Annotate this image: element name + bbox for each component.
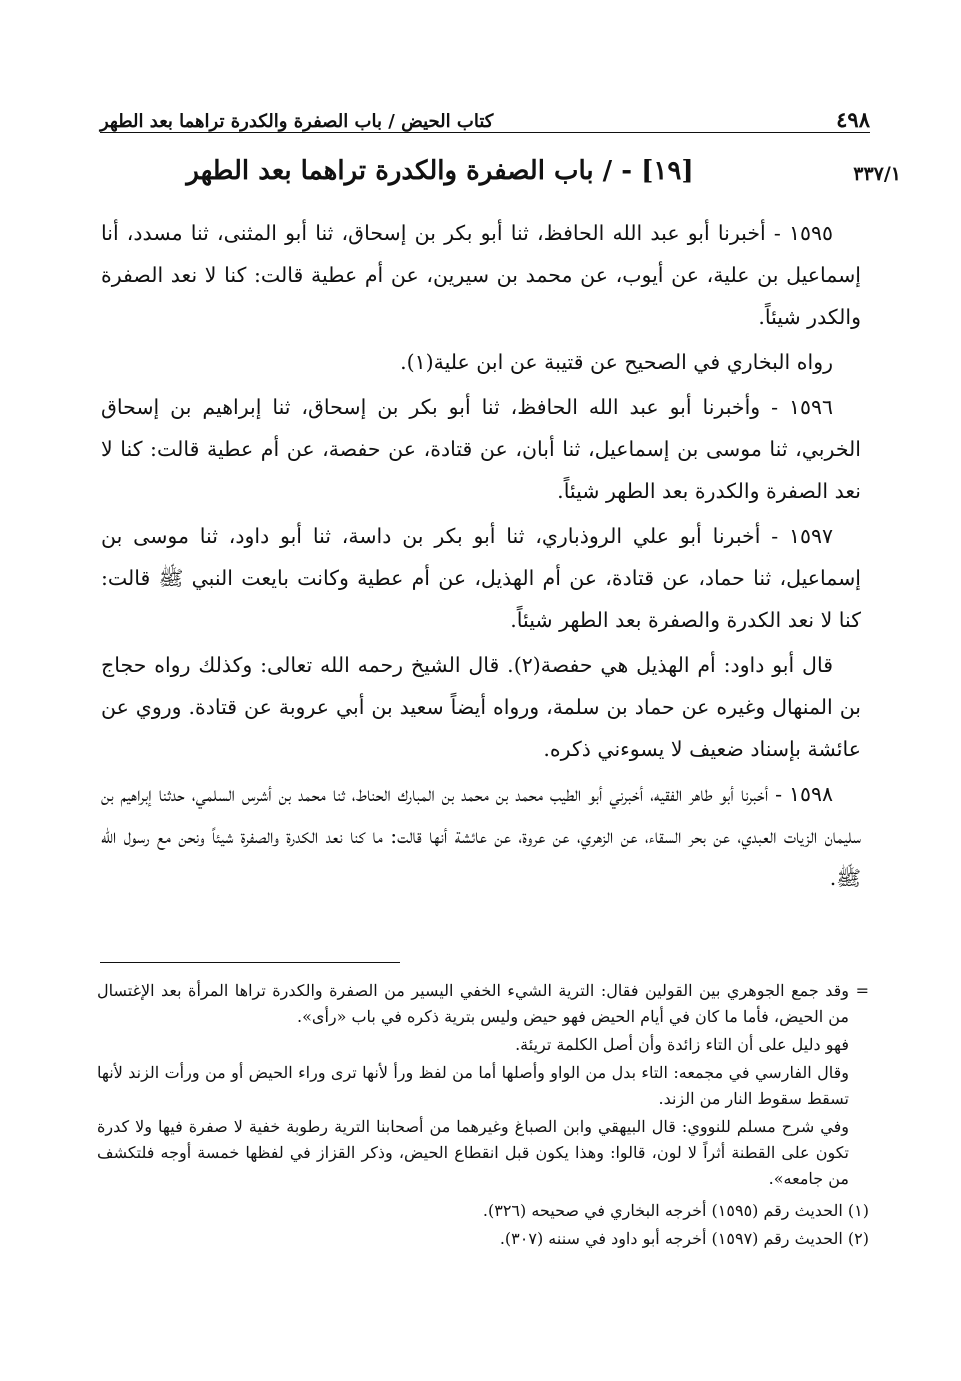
hadith-1595: ١٥٩٥ - أخبرنا أبو عبد الله الحافظ، ثنا أبو بكر بن إسحاق، ثنا أبو المثنى، ثنا مسدد، أنا إسماعيل بن علية، عن أيوب، عن محمد بن سيرين، عن أم عطية قالت: كنا لا نعد الصفرة والكدر شيئاً. (101, 221, 861, 329)
continuation-mark: = (855, 981, 869, 1000)
footnote-continuation-text: فهو دليل على أن التاء زائدة وأن أصل الكلمة تريئة. (515, 1035, 849, 1054)
section-reference: ٣٣٧/١ (853, 163, 901, 185)
narration-note-2: قال أبو داود: أم الهذيل هي حفصة(٢). قال الشيخ رحمه الله تعالى: وكذلك رواه حجاج بن المنهال وغيره عن حماد بن سلمة، ورواه أيضاً سعيد بن أبي عروبة عن قتادة. وروي عن عائشة بإسناد ضعيف لا يسوءني ذكره. (101, 653, 861, 761)
footnote-divider (100, 962, 400, 963)
page-number: ٤٩٨ (836, 107, 870, 132)
narration-note-1: رواه البخاري في الصحيح عن قتيبة عن ابن علية(١). (400, 350, 833, 374)
footnotes (97, 978, 869, 1254)
hadith-1597: ١٥٩٧ - أخبرنا أبو علي الروذباري، ثنا أبو بكر بن داسة، ثنا أبو داود، ثنا موسى بن إسماعيل، ثنا حماد، عن قتادة، عن أم الهذيل، عن أم عطية وكانت بايعت النبي ﷺ قالت: كنا لا نعد الكدرة والصفرة بعد الطهر شيئاً. (101, 524, 861, 632)
hadith-1596: ١٥٩٦ - وأخبرنا أبو عبد الله الحافظ، ثنا أبو بكر بن إسحاق، ثنا إبراهيم بن إسحاق الخربي، ثنا موسى بن إسماعيل، ثنا أبان، عن قتادة، عن حفصة، عن أم عطية قالت: كنا لا نعد الصفرة والكدرة بعد الطهر شيئاً. (101, 395, 861, 503)
chapter-title: [١٩] - / باب الصفرة والكدرة تراهما بعد الطهر (186, 156, 694, 186)
footnote-continuation-text: وقال الفارسي في مجمعه: التاء بدل من الواو وأصلها أما من لفظ ورأ لأنها ترى وراء الحيض أو من ورأت الزند لأنها تسقط سقوط النار من الزند. (97, 1063, 849, 1108)
footnote-continuation-text: وقد جمع الجوهري بين القولين فقال: الترية الشيء الخفي اليسير من الصفرة والكدرة تراها المرأة بعد الإغتسال من الحيض، فأما ما كان في أيام الحيض فهو حيض وليس بترية ذكره في باب «رأى». (97, 981, 849, 1026)
footnote-1: (١) الحديث رقم (١٥٩٥) أخرجه البخاري في صحيحه (٣٢٦). (482, 1201, 869, 1220)
hadith-1598: ١٥٩٨ - أخبرنا أبو طاهر الفقيه، أخبرني أبو الطيب محمد بن محمد بن المبارك الحناط، ثنا محمد بن أشرس السلمي، حدثنا إبراهيم بن سليمان الزيات العبدي، عن بحر السقاء، عن الزهري، عن عروة، عن عائشة أنها قالت: ما كنا نعد الكدرة والصفرة شيئاً ونحن مع رسول الله ﷺ. (101, 782, 861, 890)
running-header (100, 98, 870, 133)
footnote-2: (٢) الحديث رقم (١٥٩٧) أخرجه أبو داود في سننه (٣٠٧). (499, 1229, 869, 1248)
footnote-continuation (97, 1060, 869, 1112)
footnote-continuation (97, 978, 869, 1030)
footnote-continuation (97, 1032, 869, 1058)
running-title: كتاب الحيض / باب الصفرة والكدرة تراهما بعد الطهر (100, 111, 494, 132)
footnote-continuation (97, 1114, 869, 1192)
footnote-continuation-text: وفي شرح مسلم للنووي: قال البيهقي وابن الصباغ وغيرهما من أصحابنا الترية رطوبة خفية لا صفرة فيها ولا كدرة تكون على القطنة أثراً لا لون، قالوا: وهذا يكون قبل انقطاع الحيض، وذكر القزاز في لفظها خمسة أوجه فلتكشف من جامعه». (97, 1117, 849, 1188)
main-text (101, 212, 861, 902)
